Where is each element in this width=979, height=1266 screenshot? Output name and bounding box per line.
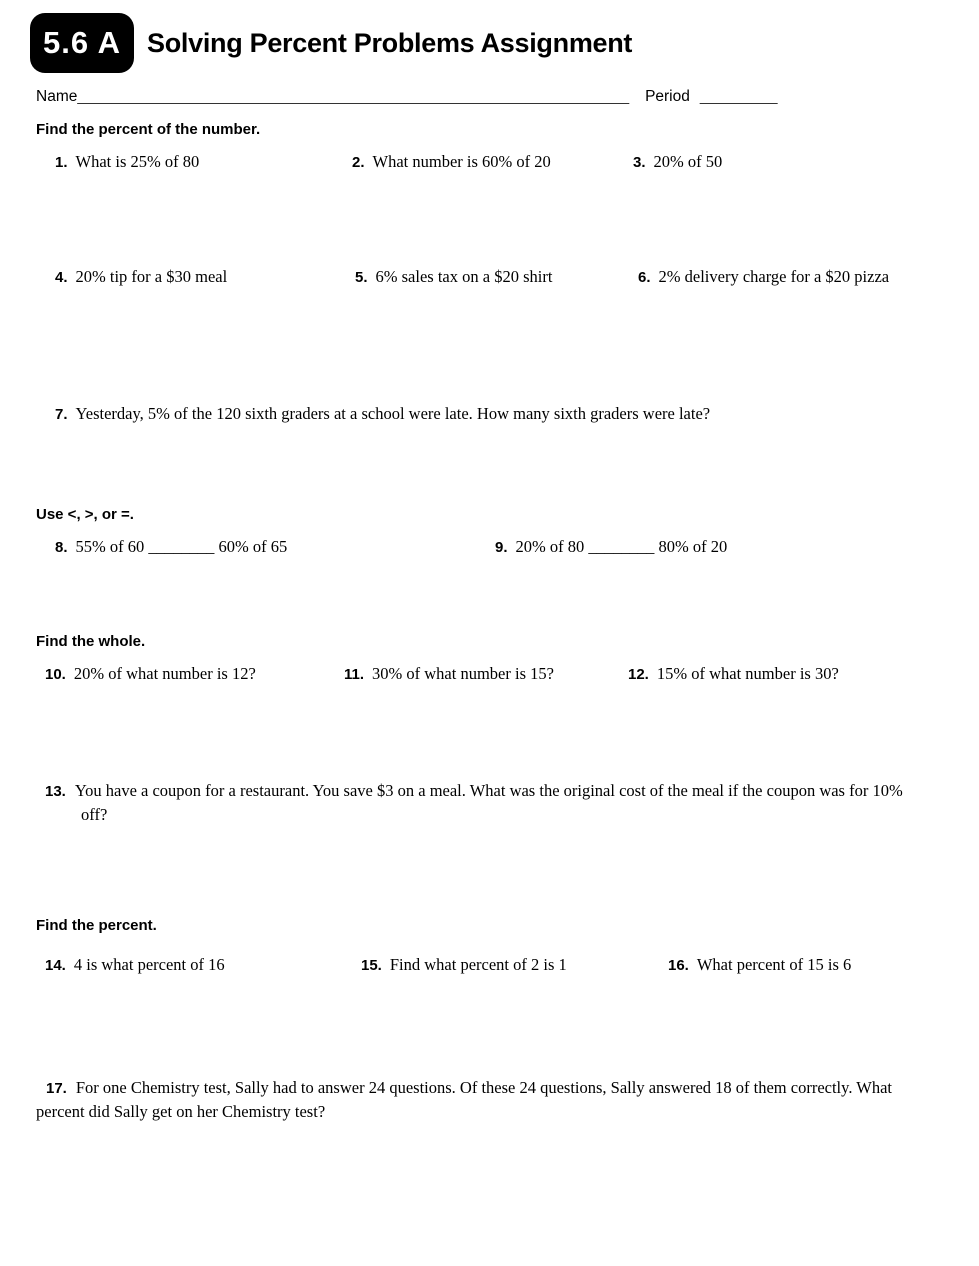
problem-1 — [55, 152, 199, 172]
section-heading-find-whole: Find the whole. — [36, 633, 146, 650]
problem-5-text: 6% sales tax on a $20 shirt — [375, 267, 553, 286]
problem-15 — [361, 955, 567, 975]
problem-4 — [55, 267, 227, 287]
name-blank-line: ________________________________________________________________ — [77, 88, 630, 105]
lesson-badge — [30, 13, 134, 73]
problem-2 — [352, 152, 551, 172]
period-label: Period — [645, 88, 690, 105]
problem-4-number: 4. — [55, 269, 68, 286]
section-heading-find-percent: Find the percent. — [36, 917, 157, 934]
page-title: Solving Percent Problems Assignment — [147, 27, 633, 58]
section-heading-compare: Use <, >, or =. — [36, 506, 134, 523]
problem-14 — [45, 955, 225, 975]
problem-7-number: 7. — [55, 406, 68, 423]
problem-12-text: 15% of what number is 30? — [656, 664, 839, 683]
problem-3-number: 3. — [633, 154, 646, 171]
problem-6-text: 2% delivery charge for a $20 pizza — [658, 267, 890, 286]
problem-9-number: 9. — [495, 539, 508, 556]
problem-7 — [55, 404, 710, 424]
problem-13 — [45, 779, 931, 828]
problem-2-number: 2. — [352, 154, 365, 171]
problem-5 — [355, 267, 552, 287]
problem-16-text: What percent of 15 is 6 — [696, 955, 852, 974]
problem-14-text: 4 is what percent of 16 — [73, 955, 225, 974]
problem-11-number: 11. — [344, 666, 365, 683]
problem-8-text: 55% of 60 ________ 60% of 65 — [75, 537, 288, 556]
problem-8-number: 8. — [55, 539, 68, 556]
lesson-badge-label: 5.6 A — [43, 25, 121, 60]
problem-1-text: What is 25% of 80 — [75, 152, 200, 171]
name-period-row — [36, 88, 777, 106]
problem-15-text: Find what percent of 2 is 1 — [389, 955, 567, 974]
problem-3 — [633, 152, 722, 172]
problem-9-text: 20% of 80 ________ 80% of 20 — [515, 537, 728, 556]
problem-4-text: 20% tip for a $30 meal — [75, 267, 228, 286]
problem-12 — [628, 664, 839, 684]
problem-11-text: 30% of what number is 15? — [372, 664, 554, 683]
problem-17 — [36, 1076, 924, 1125]
problem-5-number: 5. — [355, 269, 368, 286]
problem-1-number: 1. — [55, 154, 68, 171]
name-label: Name — [36, 88, 78, 105]
problem-14-number: 14. — [45, 957, 66, 974]
problem-10-text: 20% of what number is 12? — [73, 664, 256, 683]
problem-6 — [638, 267, 889, 287]
period-blank-line: _________ — [699, 88, 778, 105]
problem-17-text: For one Chemistry test, Sally had to answer 24 questions. Of these 24 questions, Sally answered 18 of them correctly. What percent did Sally get on her Chemistry test? — [36, 1078, 892, 1122]
problem-15-number: 15. — [361, 957, 382, 974]
problem-10-number: 10. — [45, 666, 66, 683]
problem-3-text: 20% of 50 — [653, 152, 723, 171]
problem-16 — [668, 955, 851, 975]
problem-10 — [45, 664, 256, 684]
problem-17-number: 17. — [46, 1080, 67, 1097]
problem-6-number: 6. — [638, 269, 651, 286]
problem-11 — [344, 664, 554, 684]
problem-7-text: Yesterday, 5% of the 120 sixth graders at a school were late. How many sixth graders were late? — [75, 404, 711, 423]
problem-9 — [495, 537, 727, 557]
problem-13-text: You have a coupon for a restaurant. You save $3 on a meal. What was the original cost of the meal if the coupon was for 10% off? — [74, 781, 903, 825]
problem-16-number: 16. — [668, 957, 689, 974]
section-heading-percent-of-number: Find the percent of the number. — [36, 121, 261, 138]
problem-13-number: 13. — [45, 783, 66, 800]
problem-12-number: 12. — [628, 666, 649, 683]
problem-2-text: What number is 60% of 20 — [372, 152, 551, 171]
problem-8 — [55, 537, 287, 557]
